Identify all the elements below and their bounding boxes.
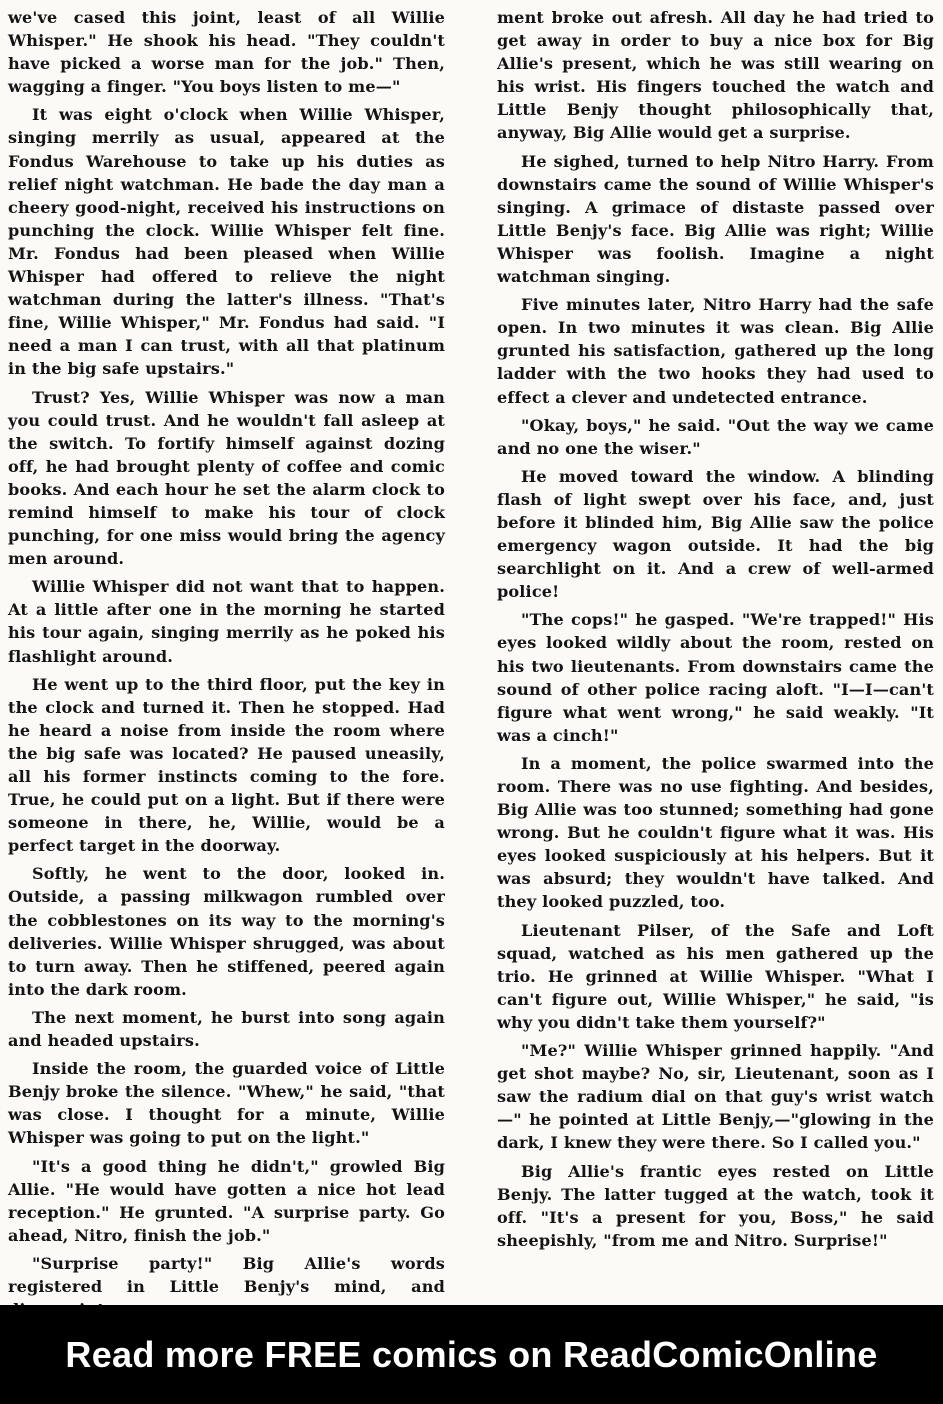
paragraph: He sighed, turned to help Nitro Harry. From downstairs came the sound of Willie Whisper's singing. A grimace of distaste passed over Little Benjy's face. Big Allie was right; Willie Whisper was foolish. Imagine a night watchman singing. (497, 151, 934, 287)
paragraph: Willie Whisper did not want that to happen. At a little after one in the morning he started his tour again, singing merrily as he poked his flashlight around. (8, 577, 445, 666)
paragraph: Big Allie's frantic eyes rested on Little Benjy. The latter tugged at the watch, took it off. "It's a present for you, Boss," he said sheepishly, "from me and Nitro. Surprise!" (497, 1161, 934, 1250)
text-column-right (497, 6, 934, 1257)
text-column-left (8, 6, 445, 1326)
paragraph: It was eight o'clock when Willie Whisper, singing merrily as usual, appeared at the Fondus Warehouse to take up his duties as relief night watchman. He bade the day man a cheery good-night, received his instructions on punching the clock. Willie Whisper felt fine. Mr. Fondus had been pleased when Willie Whisper had offered to relieve the night watchman during the latter's illness. "That's fine, Willie Whisper," Mr. Fondus had said. "I need a man I can trust, with all that platinum in the big safe upstairs." (8, 105, 445, 379)
promo-banner-text[interactable]: Read more FREE comics on ReadComicOnline (65, 1333, 878, 1375)
paragraph: He moved toward the window. A blinding flash of light swept over his face, and, just before it blinded him, Big Allie saw the police emergency wagon outside. It had the big searchlight on it. And a crew of well-armed police! (497, 466, 934, 602)
paragraph: Five minutes later, Nitro Harry had the safe open. In two minutes it was clean. Big Allie grunted his satisfaction, gathered up the long ladder with the two hooks they had used to effect a clever and undetected entrance. (497, 295, 934, 407)
paragraph: Inside the room, the guarded voice of Little Benjy broke the silence. "Whew," he said, "that was close. I thought for a minute, Willie Whisper was going to put on the light." (8, 1059, 445, 1148)
paragraph: Softly, he went to the door, looked in. Outside, a passing milkwagon rumbled over the cobblestones on its way to the morning's deliveries. Willie Whisper shrugged, was about to turn away. Then he stiffened, peered again into the dark room. (8, 864, 445, 999)
paragraph: "Surprise party!" Big Allie's words registered in Little Benjy's mind, and (8, 1253, 445, 1296)
paragraph: ment broke out afresh. All day he had tried to get away in order to buy a nice box for Big Allie's present, which he was still wearing on his wrist. His fingers touched the watch and Little Benjy thought philosophically that, anyway, Big Allie would get a surprise. (497, 8, 934, 143)
paragraph: "The cops!" he gasped. "We're trapped!" His eyes looked wildly about the room, rested on his two lieutenants. From downstairs came the sound of other police racing aloft. "I—I—can't figure what went wrong," he said weakly. "It was a cinch!" (497, 610, 934, 745)
paragraph: "Me?" Willie Whisper grinned happily. "And get shot maybe? No, sir, Lieutenant, soon as I saw the radium dial on that guy's wrist watch —" he pointed at Little Benjy,—"glowing in the dark, I knew they were there. So I called you." (497, 1041, 934, 1153)
paragraph: He went up to the third floor, put the key in the clock and turned it. Then he stopped. Had he heard a noise from inside the room where the big safe was located? He paused uneasily, all his former instincts coming to the fore. True, he could put on a light. But if there were someone in there, he, Willie, would be a perfect target in the doorway. (8, 674, 445, 856)
paragraph: "Okay, boys," he said. "Out the way we came and no one the wiser." (497, 415, 934, 458)
paragraph: "It's a good thing he didn't," growled Big Allie. "He would have gotten a nice hot lead reception." He grunted. "A surprise party. Go ahead, Nitro, finish the job." (8, 1156, 445, 1245)
paragraph: Lieutenant Pilser, of the Safe and Loft squad, watched as his men gathered up the trio. He grinned at Willie Whisper. "What I can't figure out, Willie Whisper," he said, "is why you didn't take them yourself?" (497, 920, 934, 1032)
paragraph: In a moment, the police swarmed into the room. There was no use fighting. And besides, Big Allie was too stunned; something had gone wrong. But he couldn't figure what it was. His eyes looked suspiciously at his helpers. But it was absurd; they wouldn't have talked. And they looked puzzled, too. (497, 753, 934, 912)
paragraph: The next moment, he burst into song again and headed upstairs. (8, 1007, 445, 1051)
promo-banner[interactable] (0, 1305, 943, 1404)
paragraph: we've cased this joint, least of all Willie Whisper." He shook his head. "They couldn't have picked a worse man for the job." Then, wagging a finger. "You boys listen to me—" (8, 8, 445, 97)
paragraph: Trust? Yes, Willie Whisper was now a man you could trust. And he wouldn't fall asleep at the switch. To fortify himself against dozing off, he had brought plenty of coffee and comic books. And each hour he set the alarm clock to remind himself to make his tour of clock punching, for one miss would bring the agency men around. (8, 387, 445, 569)
